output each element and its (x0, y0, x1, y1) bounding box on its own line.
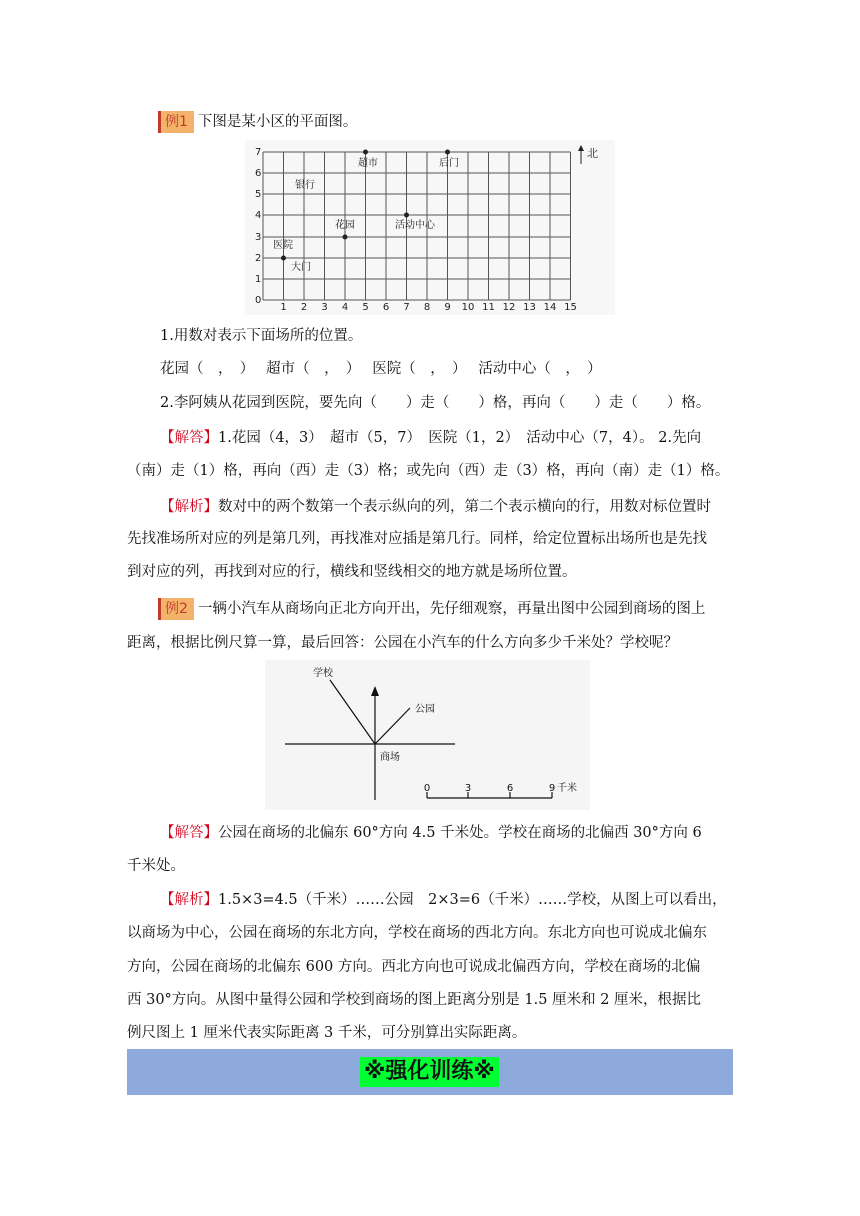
question-1: 1.用数对表示下面场所的位置。 (160, 328, 363, 344)
y-tick-label: 4 (255, 210, 262, 221)
x-tick-label: 11 (482, 302, 495, 313)
x-tick-label: 8 (423, 302, 431, 313)
place-label-back-gate: 后门 (439, 158, 459, 169)
place-label-hospital: 医院 (273, 240, 293, 251)
analysis-2-line-3: 方向，公园在商场的北偏东 600 方向。西北方向也可说成北偏西方向，学校在商场的北偏 (127, 959, 701, 975)
example-2-heading-line-1: 例2 一辆小汽车从商场向正北方向开出，先仔细观察，再量出图中公园到商场的图上 (158, 598, 705, 620)
answer-2-line-2: 千米处。 (127, 858, 185, 874)
analysis-1-line-3: 到对应的列，再找到对应的行，横线和竖线相交的地方就是场所位置。 (127, 564, 577, 580)
training-banner (127, 1049, 733, 1095)
analysis-label: 【解析】 (160, 499, 218, 515)
analysis-2-line-4: 西 30°方向。从图中量得公园和学校到商场的图上距离分别是 1.5 厘米和 2 厘米，根据比 (127, 992, 702, 1008)
park-label: 公园 (415, 704, 435, 715)
scale-tick-label: 0 (423, 783, 431, 794)
x-tick-label: 12 (502, 302, 516, 313)
x-tick-label: 9 (444, 302, 451, 313)
scale-unit: 千米 (557, 783, 577, 794)
y-tick-label: 2 (255, 253, 262, 264)
question-2: 2.李阿姨从花园到医院，要先向（ ）走（ ）格，再向（ ）走（ ）格。 (160, 395, 711, 411)
place-label-bank: 银行 (295, 180, 315, 191)
answer-label: 【解答】 (160, 430, 218, 446)
scale-tick-label: 6 (506, 783, 514, 794)
x-tick-label: 5 (362, 302, 369, 313)
y-tick-label: 5 (255, 189, 262, 200)
x-tick-label: 3 (321, 302, 328, 313)
example-1-tag: 例1 (158, 111, 194, 133)
answer-1-line-1: 【解答】1.花园（4，3） 超市（5，7） 医院（1，2） 活动中心（7，4）。 2.先向 (160, 430, 702, 446)
example-1-intro: 下图是某小区的平面图。 (197, 114, 358, 130)
x-tick-label: 10 (461, 302, 475, 313)
scale-tick-label: 9 (548, 783, 556, 794)
x-tick-label: 6 (382, 302, 390, 313)
x-tick-label: 14 (543, 302, 557, 313)
grid-map (245, 140, 615, 315)
answer-1-line-2: （南）走（1）格，再向（西）走（3）格；或先向（西）走（3）格，再向（南）走（1）格。 (127, 463, 730, 479)
x-tick-label: 4 (341, 302, 349, 313)
y-tick-label: 0 (255, 295, 262, 306)
place-label-main-gate: 大门 (291, 262, 311, 273)
direction-map (265, 660, 590, 810)
question-1-blanks: 花园（ ， ） 超市（ ， ） 医院（ ， ） 活动中心（ ， ） (160, 361, 602, 377)
analysis-1-line-2: 先找准场所对应的列是第几列，再找准对应插是第几行。同样，给定位置标出场所也是先找 (127, 531, 707, 547)
y-tick-label: 6 (255, 168, 262, 179)
example-2-tag: 例2 (158, 598, 194, 620)
marker-supermarket (363, 150, 368, 155)
place-label-garden: 花园 (335, 220, 355, 231)
place-label-supermarket: 超市 (358, 158, 378, 169)
training-banner-title: ※强化训练※ (360, 1057, 499, 1087)
answer-label: 【解答】 (160, 825, 218, 841)
y-tick-label: 7 (255, 147, 262, 158)
school-label: 学校 (313, 668, 333, 679)
scale-tick-label: 3 (464, 783, 472, 794)
x-tick-label: 15 (564, 302, 577, 313)
analysis-2-line-1: 【解析】1.5×3=4.5（千米）……公园 2×3=6（千米）……学校，从图上可以看出， (160, 892, 727, 908)
marker-hospital (281, 256, 286, 261)
mall-label: 商场 (380, 752, 400, 763)
north-label: 北 (587, 147, 598, 160)
y-tick-label: 1 (255, 274, 262, 285)
example-1-heading (158, 111, 357, 133)
analysis-1-line-1: 【解析】数对中的两个数第一个表示纵向的列，第二个表示横向的行，用数对标位置时 (160, 499, 711, 515)
x-tick-label: 1 (280, 302, 287, 313)
x-tick-label: 7 (403, 302, 410, 313)
x-tick-labels (280, 302, 577, 313)
marker-garden (343, 235, 348, 240)
analysis-label: 【解析】 (160, 892, 218, 908)
x-tick-label: 13 (523, 302, 536, 313)
x-tick-label: 2 (300, 302, 308, 313)
marker-activity-center (404, 213, 409, 218)
analysis-2-line-2: 以商场为中心，公园在商场的东北方向，学校在商场的西北方向。东北方向也可说成北偏东 (127, 925, 707, 941)
y-tick-label: 3 (255, 232, 262, 243)
place-label-activity-center: 活动中心 (395, 220, 435, 231)
analysis-2-line-5: 例尺图上 1 厘米代表实际距离 3 千米，可分别算出实际距离。 (127, 1025, 527, 1041)
example-2-heading-line-2: 距离，根据比例尺算一算，最后回答：公园在小汽车的什么方向多少千米处？学校呢？ (127, 635, 678, 651)
answer-2-line-1: 【解答】公园在商场的北偏东 60°方向 4.5 千米处。学校在商场的北偏西 30°方向 6 (160, 825, 702, 841)
marker-back-gate (445, 150, 450, 155)
